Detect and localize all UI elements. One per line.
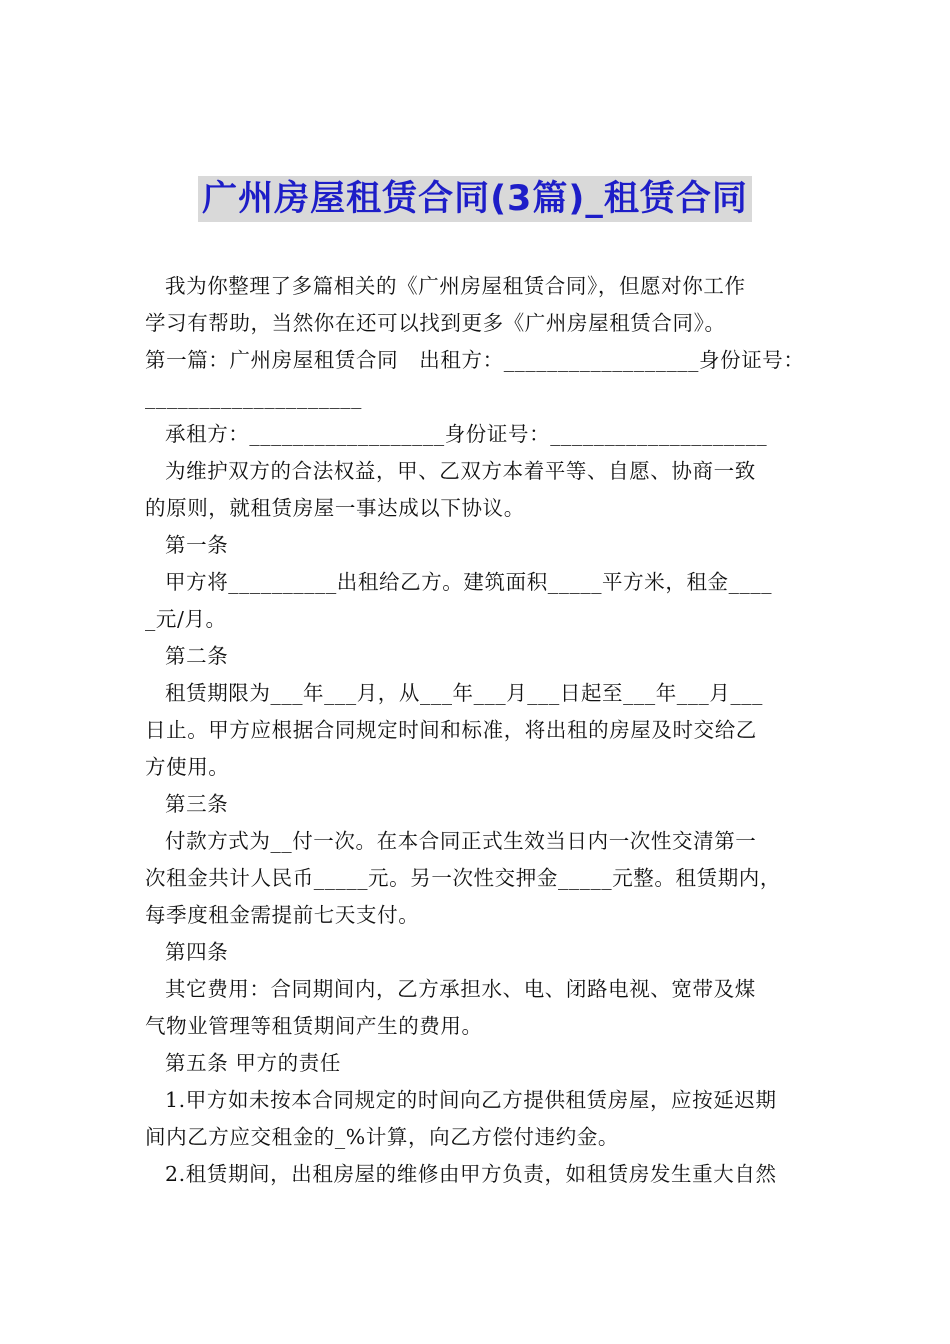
paragraph-line: 甲方将__________出租给乙方。建筑面积_____平方米，租金____ bbox=[165, 570, 773, 594]
paragraph-line: 方使用。 bbox=[145, 755, 230, 779]
paragraph-line: 租赁期限为___年___月，从___年___月___日起至___年___月___ bbox=[165, 681, 763, 705]
section-heading: 第三条 bbox=[165, 792, 229, 816]
paragraph-line: 的原则，就租赁房屋一事达成以下协议。 bbox=[145, 496, 525, 520]
section-heading: 第四条 bbox=[165, 940, 229, 964]
paragraph-line: _元/月。 bbox=[145, 607, 227, 631]
paragraph-line: 2.租赁期间，出租房屋的维修由甲方负责，如租赁房发生重大自然 bbox=[165, 1162, 777, 1186]
paragraph-line: 承租方：__________________身份证号：____________________ bbox=[165, 422, 768, 446]
paragraph-line: 每季度租金需提前七天支付。 bbox=[145, 903, 420, 927]
paragraph-line: 日止。甲方应根据合同规定时间和标准，将出租的房屋及时交给乙 bbox=[145, 718, 757, 742]
document-title: 广州房屋租赁合同(3篇)_租赁合同 bbox=[198, 176, 752, 222]
section-heading: 第二条 bbox=[165, 644, 229, 668]
paragraph-line: 为维护双方的合法权益，甲、乙双方本着平等、自愿、协商一致 bbox=[165, 459, 756, 483]
document-body bbox=[145, 268, 817, 1193]
document-title-wrap bbox=[0, 176, 950, 222]
paragraph-line: 间内乙方应交租金的_%计算，向乙方偿付违约金。 bbox=[145, 1125, 620, 1149]
section-heading: 第五条 甲方的责任 bbox=[165, 1051, 341, 1075]
paragraph-line: 1.甲方如未按本合同规定的时间向乙方提供租赁房屋，应按延迟期 bbox=[165, 1088, 777, 1112]
paragraph-line: 学习有帮助，当然你在还可以找到更多《广州房屋租赁合同》。 bbox=[145, 311, 726, 335]
section-heading: 第一条 bbox=[165, 533, 229, 557]
paragraph-line: 付款方式为__付一次。在本合同正式生效当日内一次性交清第一 bbox=[165, 829, 757, 853]
paragraph-line: 第一篇：广州房屋租赁合同 出租方：__________________身份证号： bbox=[145, 348, 805, 372]
paragraph-line: 我为你整理了多篇相关的《广州房屋租赁合同》，但愿对你工作 bbox=[165, 274, 746, 298]
paragraph-line: 其它费用：合同期间内，乙方承担水、电、闭路电视、宽带及煤 bbox=[165, 977, 756, 1001]
paragraph-line: 次租金共计人民币_____元。另一次性交押金_____元整。租赁期内， bbox=[145, 866, 781, 890]
paragraph-line: 气物业管理等租赁期间产生的费用。 bbox=[145, 1014, 483, 1038]
paragraph-line: ____________________ bbox=[145, 385, 362, 409]
